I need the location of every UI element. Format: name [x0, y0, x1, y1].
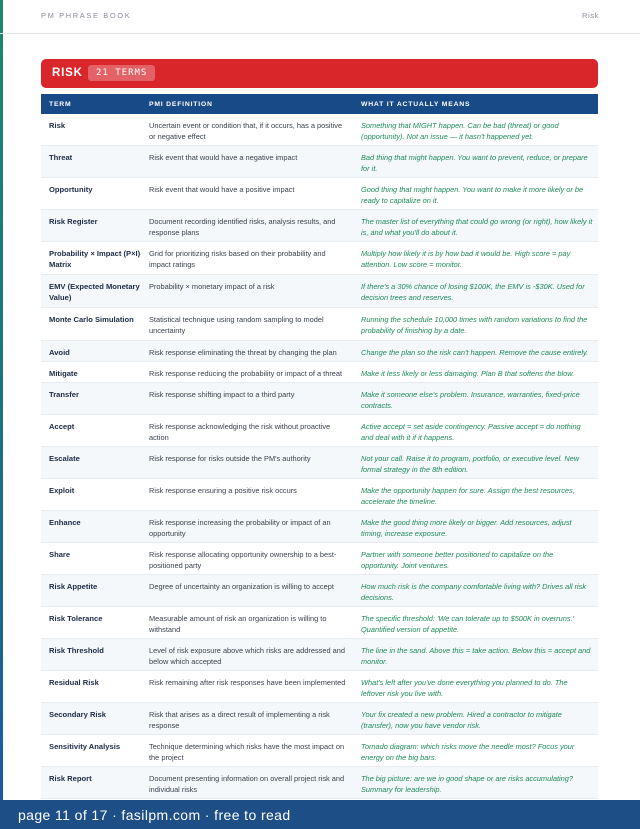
- table-row: [41, 415, 598, 447]
- table-row: [41, 511, 598, 543]
- glossary-table: [41, 114, 598, 799]
- term-cell: Opportunity: [49, 185, 93, 194]
- table-row: [41, 479, 598, 511]
- plain-meaning-cell: Make it less likely or less damaging. Plan B that softens the blow.: [361, 369, 575, 378]
- definition-cell: Grid for prioritizing risks based on their probability and impact ratings: [149, 249, 326, 269]
- table-row: [41, 767, 598, 799]
- table-row: [41, 308, 598, 341]
- page-header: [0, 0, 640, 34]
- table-header: [41, 94, 598, 114]
- definition-cell: Risk event that would have a negative impact: [149, 153, 298, 162]
- term-cell: Probability × Impact (P×I) Matrix: [49, 249, 141, 269]
- plain-meaning-cell: Not your call. Raise it to program, portfolio, or executive level. New formal strategy in the 8th edition.: [361, 454, 580, 474]
- definition-cell: Risk that arises as a direct result of implementing a risk response: [149, 710, 330, 730]
- plain-meaning-cell: Make it someone else's problem. Insurance, warranties, fixed-price contracts.: [361, 390, 580, 410]
- term-cell: Risk Threshold: [49, 646, 104, 655]
- plain-meaning-cell: The line in the sand. Above this = take action. Below this = accept and monitor.: [361, 646, 591, 666]
- table-row: [41, 242, 598, 275]
- plain-meaning-cell: The big picture: are we in good shape or are risks accumulating? Summary for leadership.: [361, 774, 573, 794]
- term-cell: Enhance: [49, 518, 81, 527]
- term-cell: Escalate: [49, 454, 80, 463]
- page-footer: [0, 800, 640, 829]
- table-row: [41, 146, 598, 178]
- table-row: [41, 575, 598, 607]
- term-cell: Risk Register: [49, 217, 98, 226]
- plain-meaning-cell: Active accept = set aside contingency. Passive accept = do nothing and deal with it if it happens.: [361, 422, 581, 442]
- left-accent-rail: [0, 0, 3, 800]
- table-row: [41, 210, 598, 242]
- table-row: [41, 607, 598, 639]
- plain-meaning-cell: Bad thing that might happen. You want to prevent, reduce, or prepare for it.: [361, 153, 588, 173]
- definition-cell: Risk remaining after risk responses have been implemented: [149, 678, 346, 687]
- table-row: [41, 639, 598, 671]
- table-row: [41, 341, 598, 362]
- plain-meaning-cell: Good thing that might happen. You want to make it more likely or be ready to capitalize on it.: [361, 185, 584, 205]
- definition-cell: Document recording identified risks, analysis results, and response plans: [149, 217, 336, 237]
- table-row: [41, 362, 598, 383]
- term-cell: Monte Carlo Simulation: [49, 315, 134, 324]
- plain-meaning-cell: What's left after you've done everything you planned to do. The leftover risk you live with.: [361, 678, 568, 698]
- plain-meaning-cell: How much risk is the company comfortable living with? Drives all risk decisions.: [361, 582, 587, 602]
- section-title: RISK: [52, 67, 83, 79]
- definition-cell: Technique determining which risks have the most impact on the project: [149, 742, 345, 762]
- term-cell: Risk Tolerance: [49, 614, 103, 623]
- term-cell: Secondary Risk: [49, 710, 106, 719]
- term-cell: Threat: [49, 153, 73, 162]
- plain-meaning-cell: If there's a 30% chance of losing $100K, the EMV is -$30K. Used for decision trees and reserves.: [361, 282, 585, 302]
- table-row: [41, 703, 598, 735]
- plain-meaning-cell: Multiply how likely it is by how bad it would be. High score = pay attention. Low score = monitor.: [361, 249, 571, 269]
- definition-cell: Probability × monetary impact of a risk: [149, 282, 275, 291]
- term-cell: Risk: [49, 121, 66, 130]
- term-cell: EMV (Expected Monetary Value): [49, 282, 140, 302]
- plain-meaning-cell: Partner with someone better positioned to capitalize on the opportunity. Joint ventures.: [361, 550, 554, 570]
- plain-meaning-cell: The master list of everything that could go wrong (or right), how likely it is, and what you'll do about it.: [361, 217, 593, 237]
- plain-meaning-cell: Running the schedule 10,000 times with random variations to find the probability of finishing by a date.: [361, 315, 588, 335]
- plain-meaning-cell: Tornado diagram: which risks move the needle most? Focus your energy on the big bars.: [361, 742, 575, 762]
- definition-cell: Risk response ensuring a positive risk occurs: [149, 486, 297, 495]
- column-header-plain: WHAT IT ACTUALLY MEANS: [361, 101, 471, 108]
- definition-cell: Risk response eliminating the threat by changing the plan: [149, 348, 337, 357]
- table-row: [41, 178, 598, 210]
- definition-cell: Statistical technique using random sampling to model uncertainty: [149, 315, 324, 335]
- section-banner: [41, 59, 598, 88]
- definition-cell: Uncertain event or condition that, if it occurs, has a positive or negative effect: [149, 121, 343, 141]
- definition-cell: Risk response allocating opportunity ownership to a best-positioned party: [149, 550, 337, 570]
- table-row: [41, 543, 598, 575]
- plain-meaning-cell: Your fix created a new problem. Hired a contractor to mitigate (transfer), now you have vendor risk.: [361, 710, 562, 730]
- definition-cell: Risk response for risks outside the PM's authority: [149, 454, 311, 463]
- term-cell: Accept: [49, 422, 75, 431]
- table-row: [41, 383, 598, 415]
- table-row: [41, 275, 598, 308]
- table-row: [41, 447, 598, 479]
- footer-text: page 11 of 17 · fasilpm.com · free to read: [18, 807, 291, 823]
- term-cell: Sensitivity Analysis: [49, 742, 121, 751]
- definition-cell: Document presenting information on overall project risk and individual risks: [149, 774, 345, 794]
- term-cell: Risk Appetite: [49, 582, 98, 591]
- definition-cell: Measurable amount of risk an organization is willing to withstand: [149, 614, 327, 634]
- definition-cell: Level of risk exposure above which risks are addressed and below which accepted: [149, 646, 345, 666]
- definition-cell: Degree of uncertainty an organization is willing to accept: [149, 582, 334, 591]
- term-cell: Avoid: [49, 348, 70, 357]
- plain-meaning-cell: Something that MIGHT happen. Can be bad (threat) or good (opportunity). Not an issue — it hasn't happened yet.: [361, 121, 559, 141]
- term-count-badge: 21 TERMS: [88, 65, 155, 81]
- term-cell: Transfer: [49, 390, 79, 399]
- plain-meaning-cell: Change the plan so the risk can't happen. Remove the cause entirely.: [361, 348, 589, 357]
- column-header-term: TERM: [49, 101, 72, 108]
- term-cell: Residual Risk: [49, 678, 99, 687]
- definition-cell: Risk response reducing the probability or impact of a threat: [149, 369, 343, 378]
- definition-cell: Risk response acknowledging the risk without proactive action: [149, 422, 331, 442]
- definition-cell: Risk event that would have a positive impact: [149, 185, 295, 194]
- table-row: [41, 735, 598, 767]
- table-row: [41, 671, 598, 703]
- chapter-title: Risk: [582, 11, 599, 20]
- book-title: PM PHRASE BOOK: [41, 11, 132, 20]
- plain-meaning-cell: The specific threshold: 'We can tolerate up to $500K in overruns.' Quantified version of appetite.: [361, 614, 575, 634]
- plain-meaning-cell: Make the good thing more likely or bigger. Add resources, adjust timing, increase exposure.: [361, 518, 572, 538]
- term-cell: Mitigate: [49, 369, 78, 378]
- term-cell: Exploit: [49, 486, 75, 495]
- term-cell: Share: [49, 550, 71, 559]
- definition-cell: Risk response shifting impact to a third party: [149, 390, 295, 399]
- table-row: [41, 114, 598, 146]
- term-cell: Risk Report: [49, 774, 92, 783]
- definition-cell: Risk response increasing the probability or impact of an opportunity: [149, 518, 331, 538]
- column-header-definition: PMI DEFINITION: [149, 101, 213, 108]
- plain-meaning-cell: Make the opportunity happen for sure. Assign the best resources, accelerate the timeline.: [361, 486, 575, 506]
